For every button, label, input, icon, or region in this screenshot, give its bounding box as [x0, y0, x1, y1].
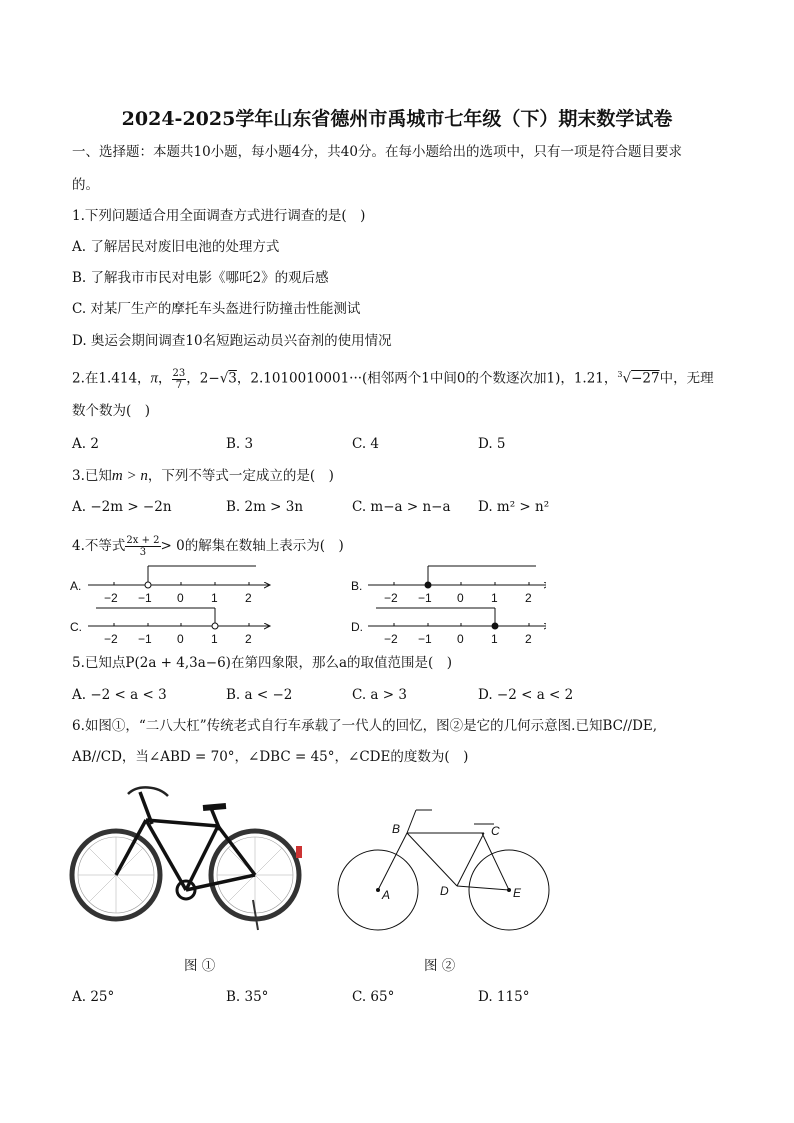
fig1-caption: 图 ① — [184, 958, 216, 974]
q4-b-tick-n1: −1 — [418, 591, 432, 605]
q4-b-tick-2: 2 — [525, 591, 532, 605]
q3-option-a[interactable]: A. −2m > −2n — [72, 499, 172, 515]
q4-a-tick-0: 0 — [177, 591, 184, 605]
q5-option-a[interactable]: A. −2 < a < 3 — [72, 687, 167, 703]
q2-cbrt-index: 3 — [617, 370, 623, 379]
q4-c-tick-2: 2 — [245, 632, 252, 646]
q2-rest: ，2.1010010001···(相邻两个1中间0的个数逐次加1)，1.21， — [236, 370, 618, 387]
bicycle-photo — [68, 780, 308, 940]
q4-d-tick-0: 0 — [457, 632, 464, 646]
q3-stem-post: ，下列不等式一定成立的是( ) — [147, 468, 334, 484]
q5-option-c[interactable]: C. a > 3 — [352, 687, 407, 703]
q5-option-d[interactable]: D. −2 < a < 2 — [478, 687, 574, 703]
q5-option-b[interactable]: B. a < −2 — [226, 687, 293, 703]
q4-b-tick-1: 1 — [491, 591, 498, 605]
q4-label-d: D. — [351, 620, 363, 634]
fig2-caption: 图 ② — [424, 958, 456, 974]
point-a-label: A — [382, 888, 391, 902]
q4-stem-pre: 4.不等式 — [72, 538, 126, 554]
q6-stem-cont: AB//CD，当∠ABD = 70°，∠DBC = 45°，∠CDE的度数为( ) — [72, 749, 469, 765]
q6-option-a[interactable]: A. 25° — [72, 989, 115, 1005]
q2-two-minus: 2− — [199, 370, 220, 387]
q4-label-b: B. — [351, 579, 363, 593]
q3-stem-math: m > n — [111, 468, 148, 484]
q2-stem: 2.在1.414，π， $\frac{23}{7}$ ，2−√3，2.1010010001···(相邻两个1中间0的个数逐次加1)，1.21，$^3$√−27中，无理 — [72, 367, 714, 391]
q2-option-b[interactable]: B. 3 — [226, 436, 254, 452]
q2-fraction — [172, 368, 187, 391]
q4-a-tick-n2: −2 — [104, 591, 118, 605]
q3-option-c[interactable]: C. m−a > n−a — [352, 499, 451, 515]
q3-stem-pre: 3.已知 — [72, 468, 112, 484]
q3-option-b[interactable]: B. 2m > 3n — [226, 499, 304, 515]
q2-option-c[interactable]: C. 4 — [352, 436, 380, 452]
q4-d-tick-n1: −1 — [418, 632, 432, 646]
q4-b-tick-n2: −2 — [384, 591, 398, 605]
q4-label-c: C. — [70, 620, 82, 634]
section-header-cont: 的。 — [72, 177, 99, 193]
q2-tail: 中，无理 — [659, 370, 714, 387]
q4-c-tick-n1: −1 — [138, 632, 152, 646]
q4-label-a: A. — [70, 579, 82, 593]
q4-c-tick-1: 1 — [211, 632, 218, 646]
q6-option-d[interactable]: D. 115° — [478, 989, 530, 1005]
q6-option-b[interactable]: B. 35° — [226, 989, 269, 1005]
q2-prefix: 2.在1.414， — [72, 370, 151, 387]
bicycle-diagram — [330, 800, 560, 940]
q2-stem-cont: 数个数为( ) — [72, 403, 151, 419]
point-c-label: C — [491, 824, 500, 838]
point-e-label: E — [513, 886, 522, 900]
q5-stem: 5.已知点P(2a + 4,3a−6)在第四象限，那么a的取值范围是( ) — [72, 655, 453, 671]
q3-option-d[interactable]: D. m² > n² — [478, 499, 550, 515]
q4-option-a[interactable] — [70, 566, 270, 605]
q4-b-tick-0: 0 — [457, 591, 464, 605]
q4-a-tick-n1: −1 — [138, 591, 152, 605]
q4-option-d[interactable] — [351, 608, 546, 646]
q2-pi: π — [150, 370, 159, 387]
q1-option-c[interactable]: C. 对某厂生产的摩托车头盔进行防撞击性能测试 — [72, 301, 361, 317]
q4-frac-num: 2x + 2 — [126, 535, 160, 546]
q3-stem — [72, 467, 334, 485]
q4-fraction — [125, 535, 160, 558]
q4-frac-den: 3 — [139, 547, 147, 558]
point-d-label: D — [440, 884, 449, 898]
section-header: 一、选择题：本题共10小题，每小题4分，共40分。在每小题给出的选项中，只有一项是符合题目要求 — [72, 144, 682, 160]
q2-option-a[interactable]: A. 2 — [72, 436, 99, 452]
q4-d-tick-2: 2 — [525, 632, 532, 646]
q2-cbrt-radicand: −27 — [631, 370, 660, 387]
q4-d-tick-1: 1 — [491, 632, 498, 646]
q4-a-tick-1: 1 — [211, 591, 218, 605]
q4-number-lines — [66, 560, 546, 650]
q2-sqrt3: 3 — [228, 370, 237, 387]
q4-stem — [72, 535, 344, 558]
q1-option-b[interactable]: B. 了解我市市民对电影《哪吒2》的观后感 — [72, 270, 329, 286]
point-b-label: B — [392, 822, 401, 836]
q6-stem: 6.如图①，“二八大杠”传统老式自行车承载了一代人的回忆，图②是它的几何示意图.已知BC//DE, — [72, 718, 658, 734]
page-title: 2024-2025学年山东省德州市禹城市七年级（下）期末数学试卷 — [121, 108, 673, 130]
q4-option-c[interactable] — [70, 608, 270, 646]
q1-stem: 1.下列问题适合用全面调查方式进行调查的是( ) — [72, 208, 366, 224]
q6-option-c[interactable]: C. 65° — [352, 989, 395, 1005]
q1-option-d[interactable]: D. 奥运会期间调查10名短跑运动员兴奋剂的使用情况 — [72, 333, 392, 349]
q1-option-a[interactable]: A. 了解居民对废旧电池的处理方式 — [72, 239, 280, 255]
q2-frac-den: 7 — [175, 379, 183, 391]
q4-option-b[interactable] — [351, 566, 546, 605]
q4-d-tick-n2: −2 — [384, 632, 398, 646]
q4-c-tick-0: 0 — [177, 632, 184, 646]
q4-c-tick-n2: −2 — [104, 632, 118, 646]
q4-stem-post: > 0的解集在数轴上表示为( ) — [160, 538, 344, 554]
q2-option-d[interactable]: D. 5 — [478, 436, 506, 452]
q2-frac-num: 23 — [172, 367, 186, 379]
q4-a-tick-2: 2 — [245, 591, 252, 605]
